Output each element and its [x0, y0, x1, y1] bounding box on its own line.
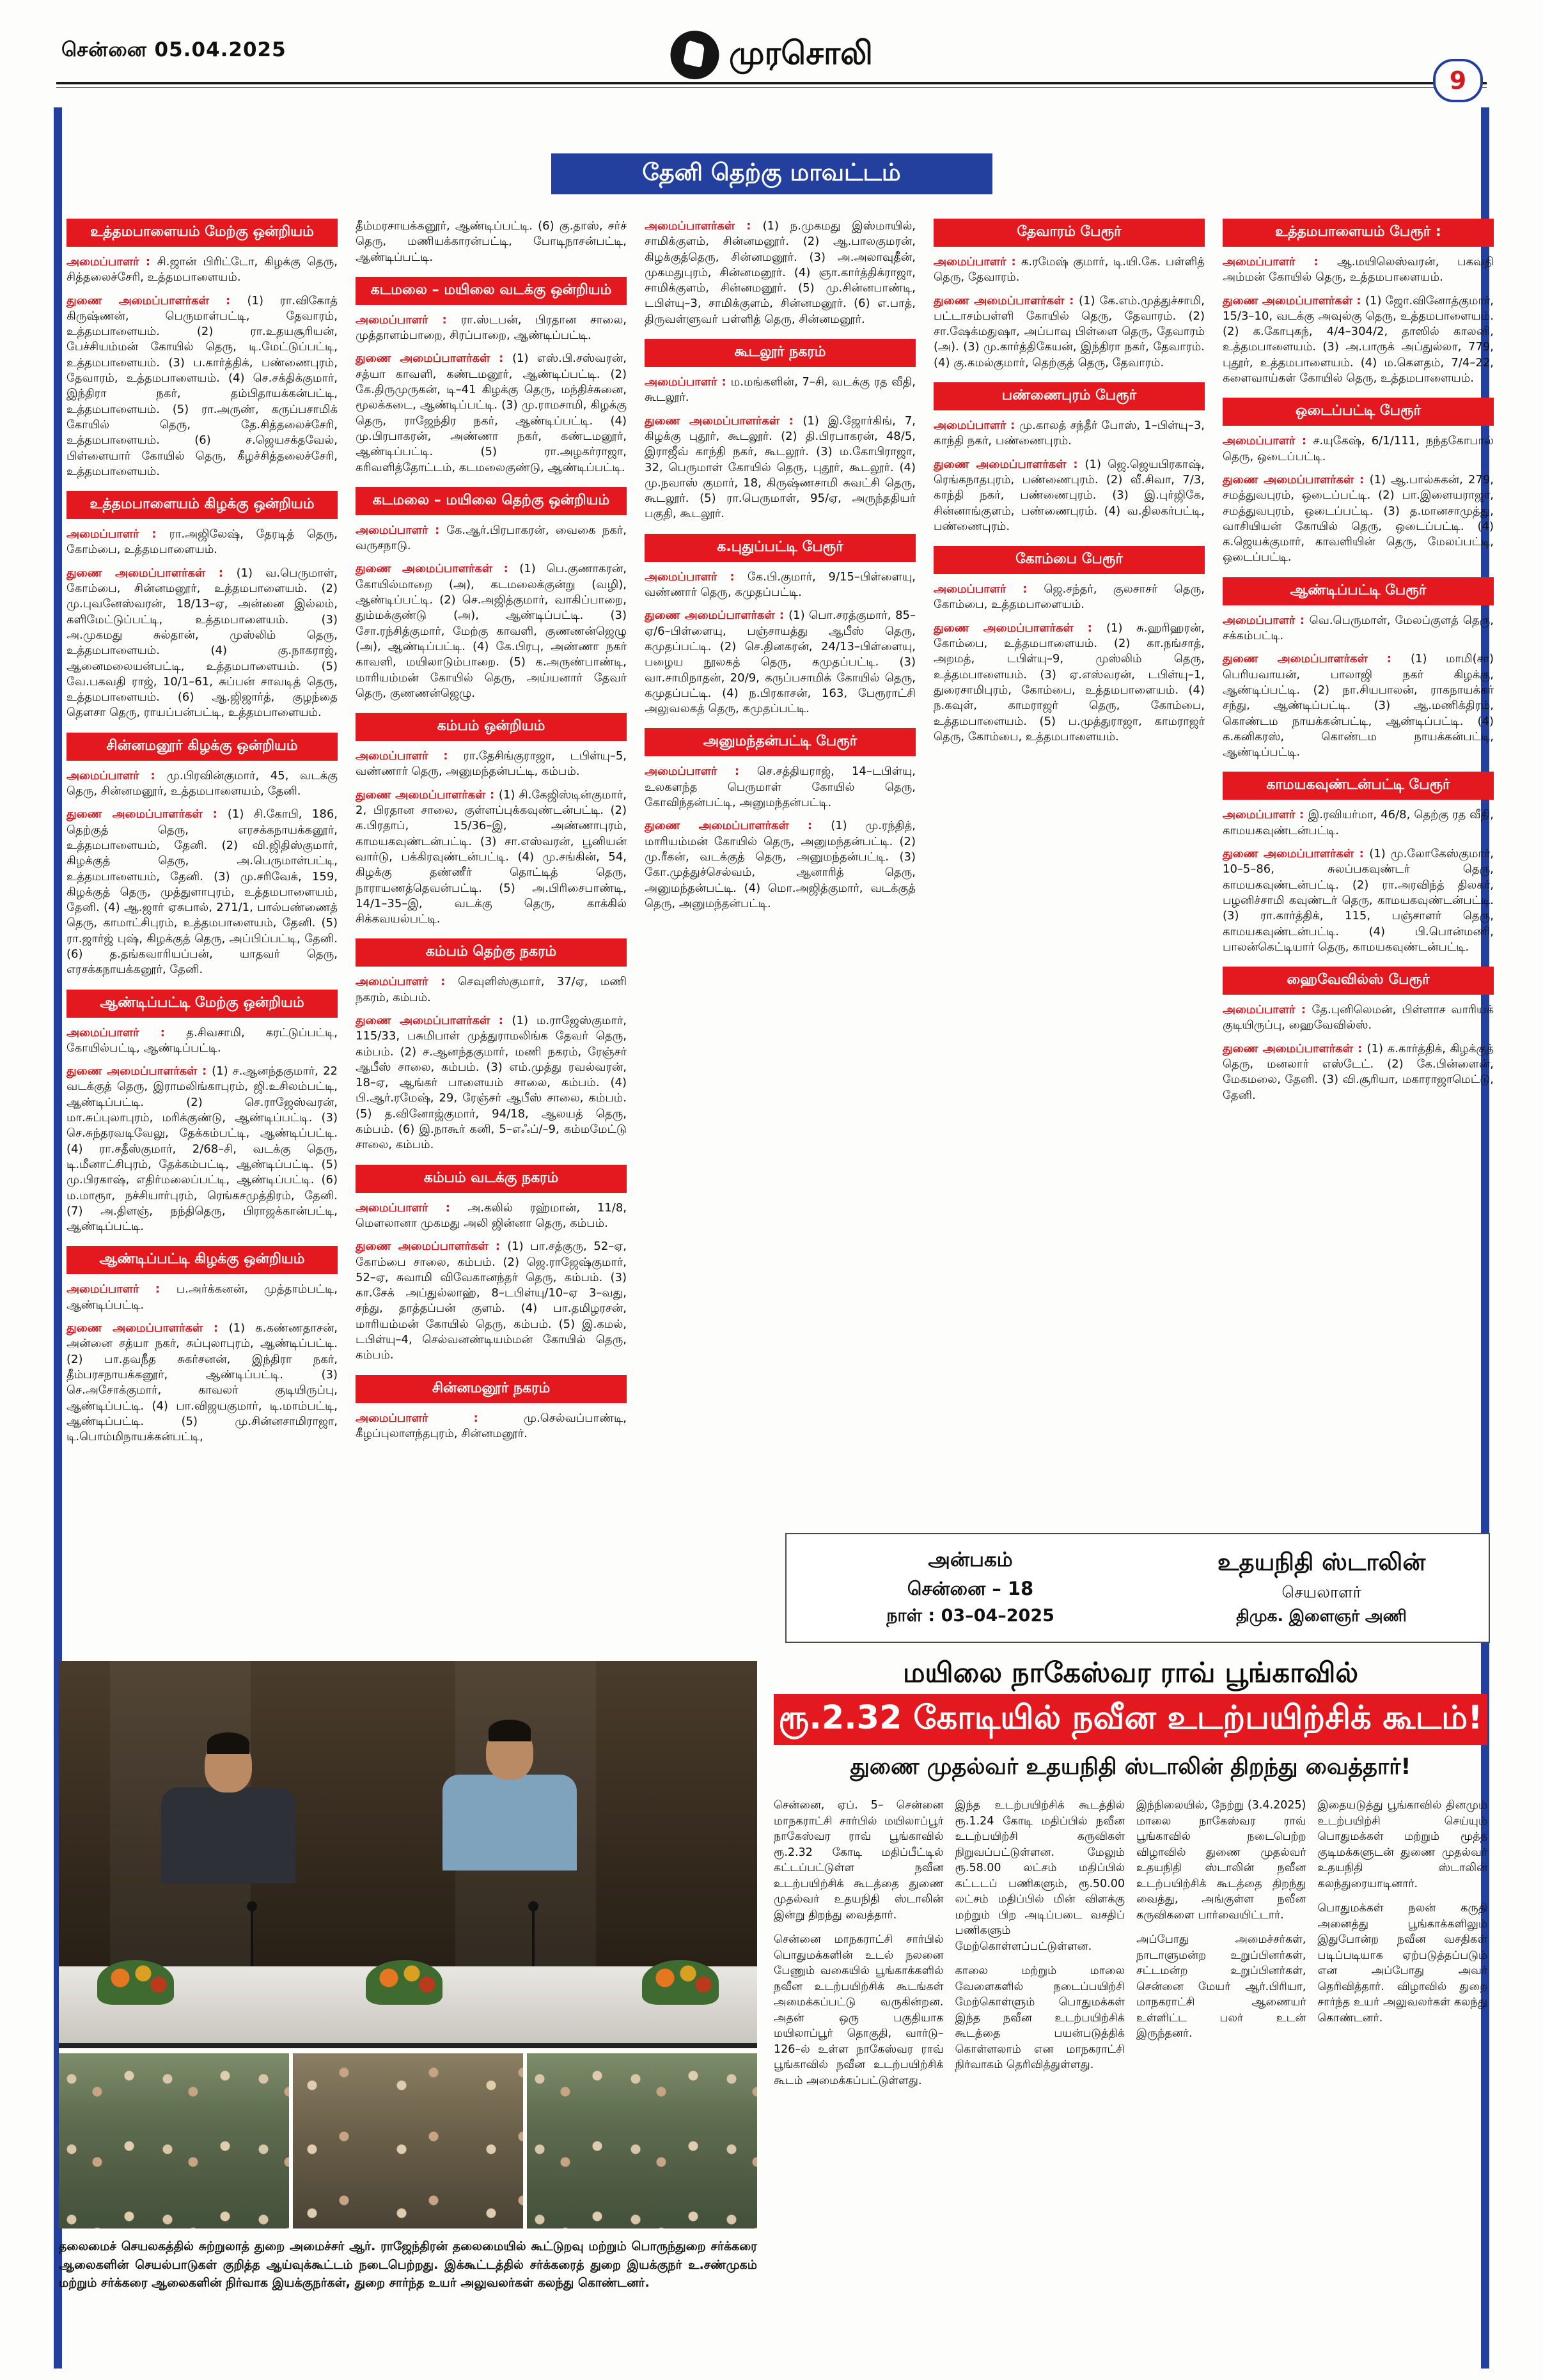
article-column-1 — [774, 1798, 944, 2370]
entry-label: துணை அமைப்பாளர்கள் : — [356, 1013, 512, 1027]
article-column-3 — [1136, 1798, 1306, 2370]
section-heading: க.புதுப்பட்டி பேரூர் — [645, 534, 916, 562]
directory-entry: துணை அமைப்பாளர்கள் : (1) க.கார்த்திக், கிழக்குத் தெரு, மனலார் எஸ்டேட். (2) கே.பின்ளைன், மேகமலை, தேனி. (3) வி.சூரியா, மகாராஜாமெட்டு, தேனி. — [1223, 1041, 1494, 1102]
entry-label: துணை அமைப்பாளர்கள் : — [645, 414, 803, 428]
entry-label: துணை அமைப்பாளர்கள் : — [67, 807, 228, 821]
directory-entry: துணை அமைப்பாளர்கள் : (1) மு.லோகேஸ்குமார், 10–5–86, சுலப்பகவுண்டர் தெரு, காமயகவுண்டன்பட்டி. (2) ரா.அரவிந்த் திலகர், பழனிச்சாமி கவுண்டர் தெரு, காமயகவுண்டன்பட்டி. (3) ரா.கார்த்திக், 115, பஞ்சாளர் தெரு, காமயகவுண்டன்பட்டி. (4) பி.பொன்மணி, பாலன்கெட்டியார் தெரு, காமயகவுண்டன்பட்டி. — [1223, 847, 1494, 954]
entry-label: அமைப்பாளர் : — [356, 975, 458, 989]
directory-entry: துணை அமைப்பாளர்கள் : (1) க.கண்ணதாசன், அன்னை சத்யா நகர், சுப்புலாபுரம், ஆண்டிப்பட்டி. (2) பா.தவநீத சுகர்சனன், இந்திரா நகர், தீம்பரசநாயக்கனூர், ஆண்டிப்பட்டி. (3) செ.அசோக்குமார், காவலர் குடியிருப்பு, ஆண்டிப்பட்டி. (4) பா.விஜயகுமார், டி.மாம்பட்டி, ஆண்டிப்பட்டி. (5) மு.சின்னசாமிராஜா, டி.பொம்மிநாயக்கன்பட்டி, — [67, 1321, 338, 1444]
directory-entry: துணை அமைப்பாளர்கள் : (1) பொ.சரத்குமார், 85–ஏ/6–பிள்ளையு, பஞ்சாயத்து ஆபீஸ் தெரு, கமுதப்பட்டி. (2) செ.தினகரன், 24/13–பிள்ளையு, பழைய நூலகத் தெரு, கமுதப்பட்டி. (3) வா.சாமிநாதன், 20/9, கருப்பசாமிக் கோயில் தெரு, கமுதப்பட்டி. (4) ந.பிரகாசன், 163, பேரூராட்சி அலுவலகத் தெரு, கமுதப்பட்டி. — [645, 609, 916, 716]
entry-label: துணை அமைப்பாளர்கள் : — [67, 566, 237, 580]
section-heading: உத்தமபாளையம் மேற்கு ஒன்றியம் — [67, 219, 338, 247]
entry-label: அமைப்பாளர் : — [67, 1025, 187, 1039]
entry-label: அமைப்பாளர் : — [356, 749, 464, 763]
entry-label: துணை அமைப்பாளர்கள் : — [356, 562, 520, 576]
photo-strip — [59, 2048, 757, 2228]
article-paragraph: இதையடுத்து பூங்காவில் தினமும் உடற்பயிற்சி செய்யும் பொதுமக்கள் மற்றும் மூத்த குடிமக்களுடன் துணை முதல்வர் உதயநிதி ஸ்டாலின் கலந்துரையாடினார். — [1317, 1799, 1487, 1890]
section-heading: கம்பம் வடக்கு நகரம் — [356, 1165, 627, 1193]
directory-entry: துணை அமைப்பாளர்கள் : (1) மாமி(சா) பெரியவாயன், பாலாஜி நகர் கிழக்கு, ஆண்டிப்பட்டி. (2) நா.சியபாலன், ராகநாயக்கர் சந்து, ஆண்டிப்பட்டி. (3) ஆ.மணிக்திரம், கொண்டம நாயக்கன்பட்டி, ஆண்டிப்பட்டி. (4) க.கனிகரஸ், கொண்டம நாயக்கன்பட்டி, ஆண்டிப்பட்டி. — [1223, 652, 1494, 759]
entry-label: அமைப்பாளர் : — [934, 582, 1044, 596]
group-photo-2 — [293, 2053, 523, 2228]
entry-label: துணை அமைப்பாளர்கள் : — [1223, 847, 1370, 861]
entry-label: துணை அமைப்பாளர்கள் : — [645, 609, 789, 623]
entry-label: துணை அமைப்பாளர்கள் : — [356, 352, 513, 366]
notice-line: நாள் : 03–04–2025 — [886, 1605, 1054, 1626]
directory-entry: அமைப்பாளர் : த.சிவசாமி, கரட்டுப்பட்டி, கோயில்பட்டி, ஆண்டிப்பட்டி. — [67, 1025, 338, 1055]
article-subheadline: துணை முதல்வர் உதயநிதி ஸ்டாலின் திறந்து வைத்தார்! — [850, 1754, 1411, 1780]
directory-column-3 — [645, 219, 916, 919]
directory-entry: அமைப்பாளர் : மு.செல்வப்பாண்டி, கீழப்புலாளந்தபுரம், சின்னமனூர். — [356, 1411, 627, 1440]
header-rule — [56, 82, 1487, 84]
section-heading: உத்தமபாளையம் கிழக்கு ஒன்றியம் — [67, 491, 338, 519]
directory-entry: துணை அமைப்பாளர்கள் : (1) வ.பெருமாள், கோம்பை, சின்னமனூர், உத்தமபாளையம். (2) மு.புவனேஸ்வரன், 18/13–ஏ, அன்னை இல்லம், களிமேட்டுப்பட்டி, உத்தமபாளையம். (3) அ.முகமது சுல்தான், முஸ்லிம் தெரு, உத்தமபாளையம். (4) கு.நாகராஜ், ஆனைமலையன்பட்டி, உத்தமபாளையம். (5) வே.பகவதி ராஜ், 10/1–61, சுப்பன் சாவடித் தெரு, உத்தமபாளையம். (6) ஆ.ஜிஜார்த், குழந்தை தௌசா தெரு, ராயப்பன்பட்டி, உத்தமபாளையம். — [67, 566, 338, 720]
group-photo-3 — [527, 2053, 757, 2228]
section-heading: சின்னமனூர் நகரம் — [356, 1375, 627, 1403]
entry-label: துணை அமைப்பாளர்கள் : — [1223, 472, 1370, 486]
entry-label: துணை அமைப்பாளர்கள் : — [645, 819, 831, 833]
entry-label: அமைப்பாளர் : — [67, 527, 169, 541]
notice-address — [787, 1548, 1154, 1628]
directory-entry: அமைப்பாளர் : ஜெ.சந்தர், குலசாசர் தெரு, கோம்பை, உத்தமபாளையம். — [934, 582, 1205, 612]
section-heading: கம்பம் தெற்கு நகரம் — [356, 938, 627, 967]
flower-bouquet — [366, 1960, 443, 2005]
article-paragraph: இந்நிலையில், நேற்று (3.4.2025) மாலை நாகேஸ்வர ராவ் பூங்காவில் நடைபெற்ற விழாவில் துணை முதல்வர் உதயநிதி ஸ்டாலின் நவீன உடற்பயிற்சிக் கூடத்தை திறந்து வைத்து, அங்குள்ள நவீன கருவிகளை பார்வையிட்டார். — [1136, 1799, 1306, 1922]
entry-label: துணை அமைப்பாளர்கள் : — [1223, 293, 1365, 307]
section-heading: காமயகவுண்டன்பட்டி பேரூர் — [1223, 772, 1494, 800]
entry-label: அமைப்பாளர் : — [356, 523, 447, 537]
directory-entry: அமைப்பாளர் : க.ரமேஷ் குமார், டி.யி.கே. பள்ளித் தெரு, தேவாரம். — [934, 255, 1205, 284]
entry-label: துணை அமைப்பாளர்கள் : — [356, 788, 499, 802]
entry-label: துணை அமைப்பாளர்கள் : — [934, 621, 1106, 635]
section-heading: அனுமந்தன்பட்டி பேரூர் — [645, 728, 916, 756]
section-heading: ஆண்டிப்பட்டி மேற்கு ஒன்றியம் — [67, 990, 338, 1018]
directory-entry: அமைப்பாளர் : ரா.தேசிங்குராஜா, டபிள்யு–5, வண்ணார் தெரு, அனுமந்தன்பட்டி, கம்பம். — [356, 749, 627, 779]
directory-entry: அமைப்பாளர் : தே.புனிலெமன், பிள்ளாச வாரியக் குடியிருப்பு, ஹைவேவில்ஸ். — [1223, 1003, 1494, 1032]
article-kicker: மயிலை நாகேஸ்வர ராவ் பூங்காவில் — [902, 1657, 1359, 1689]
entry-label: அமைப்பாளர் : — [356, 1201, 468, 1215]
directory-entry: அமைப்பாளர் : வெ.பெருமாள், மேலப்குளத் தெரு, சக்கம்பட்டி. — [1223, 613, 1494, 643]
section-heading: பண்ணைபுரம் பேரூர் — [934, 382, 1205, 410]
directory-entry: துணை அமைப்பாளர்கள் : (1) சி.கேஜிஸ்டின்குமார், 2, பிரதான சாலை, குள்ளப்புக்கவுண்டன்பட்டி. (2) க.பிரதாப், 15/36–இ, அண்ணாபுரம், காமயகவுண்டன்பட்டி. (3) சா.எஸ்வரன், பூனியன் வார்டு, பக்கிரவுண்டன்பட்டி. (4) மு.சங்கின், 54, கிழக்கு தண்ணீர் தொட்டித் தெரு, நாராயணத்தெவன்பட்டி. (5) அ.பிரிசைபாண்டி, 14/1–35–இ, வடக்கு தெரு, காக்கில் சிக்கவயல்பட்டி. — [356, 788, 627, 926]
article-column-4 — [1318, 1798, 1488, 2370]
directory-entry: அமைப்பாளர் : கே.பி.குமார், 9/15–பிள்ளையு, வண்ணார் தெரு, கமுதப்பட்டி. — [645, 570, 916, 600]
notice-line: அன்பகம் — [928, 1548, 1013, 1571]
entry-label: அமைப்பாளர்கள் : — [645, 219, 763, 233]
flower-bouquet — [642, 1960, 719, 2005]
entry-label: அமைப்பாளர் : — [1223, 434, 1313, 448]
directory-entry: அமைப்பாளர் : கே.ஆர்.பிரபாகரன், வைகை நகர், வருசநாடு. — [356, 523, 627, 553]
section-heading: கம்பம் ஒன்றியம் — [356, 713, 627, 741]
directory-entry: அமைப்பாளர் : செ.சத்தியராஜ், 14–டபிள்யு, உலகளந்த பெருமாள் கோயில் தெரு, கோவிந்தன்பட்டி, அனுமந்தன்பட்டி. — [645, 765, 916, 810]
directory-entry: துணை அமைப்பாளர்கள் : (1) ஜெ.ஜெயபிரகாஷ், ரெங்கநாதபுரம், பண்ணைபுரம். (2) வீ.சிவா, 7/3, காந்தி நகர், பண்ணைபுரம். (3) இ.புர்ஜிகே, சின்னாங்குளம், பண்ணைபுரம். (4) வ.திலகர்பட்டி, பண்ணைபுரம். — [934, 457, 1205, 533]
directory-entry: அமைப்பாளர் : அ.கலில் ரஹ்மான், 11/8, மௌலானா முகமது அலி ஜின்னா தெரு, கம்பம். — [356, 1201, 627, 1230]
entry-label: துணை அமைப்பாளர்கள் : — [67, 293, 247, 307]
directory-entry: துணை அமைப்பாளர்கள் : (1) ம.ராஜேஸ்குமார், 115/33, பசுமிபாள் முத்துராமலிங்க தேவர் தெரு, கம்பம். (2) ச.ஆனந்தகுமார், மணி நகரம், ரேஞ்சர் ஆபீஸ் சாலை, கம்பம். (3) எம்.முத்து ரவல்வரன், 18–ஏ, ஆங்கர் பாளையம் சாலை, கம்பம். (4) பி.ஆர்.ரமேஷ், 29, ரேஞ்சர் ஆபீஸ் சாலை, கம்பம். (5) த.வினோஜ்குமார், 94/18, ஆலயத் தெரு, கம்பம். (6) இ.நாகூர் கனி, 5–எஃப்/–9, கம்மமேட்டு சாலை, கம்பம். — [356, 1013, 627, 1152]
article-paragraph: சென்னை மாநகராட்சி சார்பில் பொதுமக்களின் உடல் நலனை பேணும் வகையில் பூங்காக்களில் நவீன உடற்பயிற்சிக் கூடங்கள் அமைக்கப்பட்டு வருகின்றன. அதன் ஒரு பகுதியாக மயிலாப்பூர் தொகுதி, வார்டு–126–ல் உள்ள நாகேஸ்வர ராவ் பூங்காவில் நவீன உடற்பயிற்சிக் கூடம் அமைக்கப்பட்டுள்ளது. — [774, 1933, 944, 2087]
city-date: சென்னை 05.04.2025 — [61, 38, 286, 61]
section-heading: சின்னமனூர் கிழக்கு ஒன்றியம் — [67, 733, 338, 761]
entry-label: அமைப்பாளர் : — [934, 419, 1020, 433]
directory-entry: அமைப்பாளர் : ரா.அஜிலேஷ், தேரடித் தெரு, கோம்பை, உத்தமபாளையம். — [67, 527, 338, 557]
photo-main-scene — [59, 1661, 757, 2043]
photo-caption: தலைமைச் செயலகத்தில் சுற்றுலாத் துறை அமைச்சர் ஆர். ராஜேந்திரன் தலைமையில் கூட்டுறவு மற்றும் பொருந்துறை சர்க்கரை ஆலைகளின் செயல்பாடுகள் குறித்த ஆய்வுக்கூட்டம் நடைபெற்றது. இக்கூட்டத்தில் சர்க்கரைத் துறை இயக்குநர் உ.சண்முகம் மற்றும் சர்க்கரை ஆலைகளின் நிர்வாக இயக்குநர்கள், துறை சார்ந்த உயர் அலுவலர்கள் கலந்து கொண்டனர். — [59, 2239, 757, 2290]
article-column-2 — [955, 1798, 1125, 2370]
directory-entry: துணை அமைப்பாளர்கள் : (1) ஆ.பால்சுகன், 279, சமத்துவபுரம், ஒடைப்பட்டி. (2) பா.இளையராஜா, சமத்துவபுரம், ஒடைப்பட்டி. (3) த.மானசாமுத்து, வாசியியன் கோயில் தெரு, ஒடைப்பட்டி. (4) க.ஜெயக்குமார், காவளியின் தெரு, மேலப்பட்டி, ஒடைப்பட்டி. — [1223, 472, 1494, 564]
entry-label: துணை அமைப்பாளர்கள் : — [1223, 1041, 1367, 1055]
signatory-title: செயலாளர் — [1281, 1583, 1361, 1601]
entry-label: அமைப்பாளர் : — [1223, 613, 1310, 627]
header-rule-thin — [56, 87, 1487, 88]
section-heading: கடமலை – மயிலை வடக்கு ஒன்றியம் — [356, 277, 627, 305]
section-heading: ஹைவேவில்ஸ் பேரூர் — [1223, 967, 1494, 995]
directory-entry: அமைப்பாளர் : இ.ரவியர்மா, 46/8, தெற்கு ரத வீதி, காமயகவுண்டன்பட்டி. — [1223, 808, 1494, 837]
entry-label: அமைப்பாளர் : — [645, 765, 757, 779]
directory-entry: அமைப்பாளர் : மு.காலத் சந்தீர் போஸ், 1–பிள்யு–3, காந்தி நகர், பண்ணைபுரம். — [934, 419, 1205, 448]
entry-label: துணை அமைப்பாளர்கள் : — [1223, 652, 1411, 666]
flower-bouquet — [97, 1960, 174, 2005]
official-left — [161, 1738, 295, 1883]
directory-entry: அமைப்பாளர்கள் : (1) ந.முகமது இஸ்மாயில், சாமிக்குளம், சின்னமனூர். (2) ஆ.பாலகுமரன், கிழக்குத்தெரு, சின்னமனூர். (3) அ.அலாவுதீன், முகமதுபுரம், சின்னமனூர். (4) ஞா.கார்த்திக்ராஜா, சாமிக்குளம், சின்னமனூர். (5) மு.சின்னபாண்டி, டபிள்யு–3, சாமிக்குளம், சின்னமனூர். (6) எ.பாத், திருவள்ளுவர் பள்ளித் தெரு, சின்னமனூர். — [645, 219, 916, 326]
entry-label: துணை அமைப்பாளர்கள் : — [356, 1240, 508, 1254]
section-heading: ஒடைப்பட்டி பேரூர் — [1223, 398, 1494, 426]
article-paragraph: இந்த உடற்பயிற்சிக் கூடத்தில் ரூ.1.24 கோடி மதிப்பில் நவீன உடற்பயிற்சி கருவிகள் நிறுவப்பட்டுள்ளன. மேலும் ரூ.58.00 லட்சம் மதிப்பில் கட்டடப் பணிகளும், ரூ.50.00 லட்சம் மதிப்பில் மின் விளக்கு மற்றும் பிற அடிப்படை வசதிப் பணிகளும் மேற்கொள்ளப்பட்டுள்ளன. — [955, 1799, 1125, 1953]
directory-entry: அமைப்பாளர் : ம.மங்களின், 7–சி, வடக்கு ரத வீதி, கூடலூர். — [645, 375, 916, 405]
page-number-badge: 9 — [1433, 59, 1483, 102]
entry-label: அமைப்பாளர் : — [645, 570, 748, 584]
notice-line: சென்னை – 18 — [907, 1577, 1034, 1599]
section-heading: ஆண்டிப்பட்டி பேரூர் — [1223, 577, 1494, 605]
directory-entry: அமைப்பாளர் : ப.அர்க்கனன், முத்தாம்பட்டி, ஆண்டிப்பட்டி. — [67, 1282, 338, 1312]
directory-entry: துணை அமைப்பாளர்கள் : (1) ச.ஆனந்தகுமார், 22 வடக்குத் தெரு, இராமலிங்காபுரம், ஜி.உசிலம்பட்டி, ஆண்டிப்பட்டி. (2) செ.ராஜேஸ்வரன், மா.சுப்புலாபுரம், மரிக்குண்டு, ஆண்டிப்பட்டி. (3) செ.சுந்தரவடிவேலு, தேக்கம்பட்டி, ஆண்டிப்பட்டி. (4) ரா.சதீஸ்குமார், 2/68–சி, வடக்கு தெரு, டி.மீனாட்சிபுரம், தேக்கம்பட்டி, ஆண்டிப்பட்டி. (5) மு.பிரகாஷ், எதிர்மலைப்பட்டி, ஆண்டிப்பட்டி. (6) ம.மாரூா, நச்சியார்புரம், ரெங்கசமுத்திரம், தேனி. (7) அ.திளஞ், நந்திதெரு, பிராஜக்கான்பட்டி, ஆண்டிப்பட்டி. — [67, 1064, 338, 1234]
signatory-org: திமுக. இளைஞர் அணி — [1236, 1606, 1407, 1625]
directory-entry: அமைப்பாளர் : செவுளிஸ்குமார், 37/ஏ, மணி நகரம், கம்பம். — [356, 975, 627, 1004]
directory-entry: அமைப்பாளர் : ஆ.மயிலெஸ்வரன், பகவதி அம்மன் கோயில் தெரு, உத்தமபாளையம். — [1223, 255, 1494, 284]
directory-entry: துணை அமைப்பாளர்கள் : (1) கே.எம்.முத்துச்சாமி, பட்டாசம்பள்ளி கோயில் தெரு, தேவாரம். (2) சா.ஷேக்மதுஷா, அப்பாவு பிள்ளை தெரு, தேவாரம் (அ). (3) மு.கார்த்திகேயன், இந்திரா நகர், தேவாரம். (4) கு.கமல்குமார், தெற்குத் தெரு, தேவாரம். — [934, 293, 1205, 369]
directory-entry: துணை அமைப்பாளர்கள் : (1) எஸ்.பி.சஸ்வரன், சத்யா காவளி, கண்டமனூர், ஆண்டிப்பட்டி. (2) கே.திருமுருகன், டி–41 கிழக்கு தெரு, மந்திச்சுனை, மூலக்கடை, ஆண்டிப்பட்டி. (3) மு.ராமசாமி, கிழக்கு தெரு, ராஜேந்திர நகர், ஆண்டிப்பட்டி. (4) மு.பிரபாகரன், அண்ணா நகர், கண்டமனூர், ஆண்டிப்பட்டி. (5) ரா.அழகர்ராஜா, கரிவளித்தோட்டம், கடமலைகுண்டு, ஆண்டிப்பட்டி. — [356, 352, 627, 474]
directory-entry: துணை அமைப்பாளர்கள் : (1) மு.ரந்தித், மாரியம்மன் கோயில் தெரு, அனுமந்தன்பட்டி. (2) மு.ரீகன், வடக்குத் தெரு, அனுமந்தன்பட்டி. (3) கோ.முத்துச்செல்வம், ஆனாரித் தெரு, அனுமந்தன்பட்டி. (4) மொ.அஜித்குமார், வடக்குத் தெரு, அனுமந்தன்பட்டி. — [645, 819, 916, 910]
section-heading: கடமலை – மயிலை தெற்கு ஒன்றியம் — [356, 487, 627, 515]
entry-label: துணை அமைப்பாளர்கள் : — [934, 457, 1085, 471]
news-photo — [59, 1661, 757, 2228]
directory-entry: அமைப்பாளர் : ச.யுகேஷ், 6/1/111, நந்தகோபால் தெரு, ஒடைப்பட்டி. — [1223, 434, 1494, 463]
entry-label: அமைப்பாளர் : — [67, 1282, 176, 1296]
directory-entry: துணை அமைப்பாளர்கள் : (1) சு.ஹரிஹரன், கோம்பை, உத்தமபாளையம். (2) கா.நங்சாத், அறமத், டபிள்யு–9, முஸ்லிம் தெரு, உத்தமபாளையம். (3) ஏ.எஸ்வரன், டபிள்யு–1, துரைசாமிபுரம், கோம்பை, உத்தமபாளையம். (4) ந.கவுள், காமராஜர் தெரு, கோம்பை, உத்தமபாளையம். (5) ப.முத்துராஜா, காமராஜர் தெரு, கோம்பை, உத்தமபாளையம். — [934, 621, 1205, 743]
masthead-title: முரசொலி — [729, 34, 873, 72]
district-banner: தேனி தெற்கு மாவட்டம் — [551, 153, 992, 194]
murasoli-rooster-logo-icon — [670, 31, 719, 79]
signatory-name: உதயநிதி ஸ்டாலின் — [1217, 1548, 1426, 1576]
torso — [161, 1787, 295, 1883]
directory-entry: துணை அமைப்பாளர்கள் : (1) ஜோ.வினோத்குமார், 15/3–10, வடக்கு அவுல்கு தெரு, உத்தமபாளையம். (2) க.கோபுகந், 4/4–304/2, தாஸில் காலனி, உத்தமபாளையம். (3) அ.பாருக் அப்துல்லா, 779, புதூர், உத்தமபாளையம். (4) ம.கௌதம், 7/4–22, களைவாய்கள் கோயில் தெரு, உத்தமபாளையம். — [1223, 293, 1494, 385]
directory-entry: அமைப்பாளர் : ரா.ஸ்டபன், பிரதான சாலை, முத்தாளம்பாறை, சிரப்பாறை, ஆண்டிப்பட்டி. — [356, 313, 627, 343]
article-body — [774, 1798, 1487, 2370]
directory-entry: அமைப்பாளர் : சி.ஜான் பிரிட்டோ, கிழக்கு தெரு, சித்தலைச்சேரி, உத்தமபாளையம். — [67, 255, 338, 284]
article-paragraph: அப்போது அமைச்சர்கள், நாடாளுமன்ற உறுப்பினர்கள், சட்டமன்ற உறுப்பினர்கள், சென்னை மேயர் ஆர்.பிரியா, மாநகராட்சி ஆணையர் உள்ளிட்ட பலர் உடன் இருந்தனர். — [1136, 1933, 1306, 2040]
entry-label: அமைப்பாளர் : — [356, 313, 461, 327]
directory-entry: துணை அமைப்பாளர்கள் : (1) பா.சத்குரு, 52–ஏ, கோம்பை சாலை, கம்பம். (2) ஜெ.ராஜேஷ்குமார், 52–ஏ, சுவாமி விவேகானந்தர் தெரு, கம்பம். (3) கா.சேக் அப்துல்லாஹ், 8–டபிள்யு/10–ஏ 3–வது, சந்து, தாத்தப்பன் குளம். (4) பா.தமிழரசன், மாரியம்மன் கோயில் தெரு, கம்பம். (5) இ.கமல், டபிள்யு–4, செல்வனண்டியம்மன் கோயில் தெரு, கம்பம். — [356, 1240, 627, 1362]
entry-label: அமைப்பாளர் : — [67, 255, 157, 268]
entry-label: துணை அமைப்பாளர்கள் : — [67, 1064, 212, 1078]
entry-label: அமைப்பாளர் : — [934, 255, 1021, 268]
directory-entry: துணை அமைப்பாளர்கள் : (1) சி.கோபி, 186, தெற்குத் தெரு, எரசக்கநாயக்கனூர், உத்தமபாளையம், தேனி. (2) வி.ஜிதிஸ்குமார், கிழக்குத் தெரு, அ.பெருமாள்பட்டி, உத்தமபாளையம், தேனி. (3) மு.சரிவேக், 159, கிழக்குத் தெரு, முத்துளாபுரம், உத்தமபாளையம், தேனி. (4) ஆ.ஜார் ஏசுபால், 271/1, பால்பண்ணைத் தெரு, காமாட்சிபுரம், உத்தமபாளையம், தேனி. (5) ரா.ஜார்ஜ் புஷ், கிழக்குத் தெரு, அப்பிப்பட்டி, தேனி. (6) த.தங்கவாரியப்பன், யாதவர் தெரு, எரசக்கநாயக்கனூர், தேனி. — [67, 807, 338, 977]
section-heading: ஆண்டிப்பட்டி கிழக்கு ஒன்றியம் — [67, 1246, 338, 1274]
section-heading: கூடலூர் நகரம் — [645, 339, 916, 367]
entry-label: அமைப்பாளர் : — [356, 1411, 524, 1425]
directory-column-1 — [67, 219, 338, 1452]
entry-label: அமைப்பாளர் : — [1223, 808, 1308, 822]
directory-entry: துணை அமைப்பாளர்கள் : (1) ரா.விகோத் கிருஷ்ணன், பெருமாள்பட்டி, தேவாரம், உத்தமபாளையம். (2) ரா.உதயசூரியன், பேச்சியம்மன் கோயில் தெரு, டி.மேட்டுப்பட்டி, உத்தமபாளையம். (3) ப.கார்த்திக், பண்ணைபுரம், தேவாரம், உத்தமபாளையம். (4) செ.சக்திக்குமார், இந்திரா நகர், தம்பிதாயக்கன்பட்டி, உத்தமபாளையம். (5) ரா.அருண், கருப்பசாமிக் கோயில் தெரு, தே.சித்தலைச்சேரி, உத்தமபாளையம். (6) ச.ஜெயசக்தவேல், பிள்ளையார் கோயில் தெரு, கீழச்சித்தலைச்சேரி, உத்தமபாளையம். — [67, 293, 338, 478]
entry-label: துணை அமைப்பாளர்கள் : — [934, 293, 1079, 307]
notice-box — [785, 1533, 1490, 1643]
entry-label: அமைப்பாளர் : — [645, 375, 731, 389]
directory-entry: துணை அமைப்பாளர்கள் : (1) இ.ஜோர்கிங், 7, கிழக்கு புதூர், கூடலூர். (2) தி.பிரபாகரன், 48/5, இராஜீவ் காந்தி நகர், கூடலூர். (3) ம.கோபிராஜா, 32, பெருமாள் கோயில் தெரு, புதூர், கூடலூர். (4) மு.நவாஸ் குமார், 18, கிருஷ்ணசாமி சுவட்சி தெரு, கூடலூர். (5) ரா.பெருமாள், 95/ஏ, அருந்ததியர் பகுதி, கூடலூர். — [645, 414, 916, 521]
directory-entry: துணை அமைப்பாளர்கள் : (1) பெ.குணாகரன், கோயில்மாறை (அ), கடமலைக்குன்று (வழி), ஆண்டிப்பட்டி. (2) செ.அஜித்குமார், வாகிப்பாறை, தும்மக்குண்டு (அ), ஆண்டிப்பட்டி. (3) சோ.ரந்சித்குமார், மேற்கு காவளி, குணணன்ஜெழு (அ), ஆண்டிப்பட்டி. (4) கே.பிரபு, அண்ணா நகர் காவளி, மயிலாடும்பாறை. (5) க.அருண்பாண்டி, மாரியம்மன் கோயில் தெரு, அய்யனார் தேவர் தெரு, குணணன்ஜெழு. — [356, 562, 627, 700]
article-paragraph: பொதுமக்கள் நலன் கருதி அனைத்து பூங்காக்களிலும் இதுபோன்ற நவீன வசதிகள் படிப்படியாக ஏற்படுத்தப்படும் என அப்போது அவர் தெரிவித்தார். விழாவில் துறை சார்ந்த உயர் அலுவலர்கள் கலந்து கொண்டனர். — [1317, 1902, 1487, 2025]
group-photo-1 — [59, 2053, 289, 2228]
article-headline: ரூ.2.32 கோடியில் நவீன உடற்பயிற்சிக் கூடம்! — [774, 1694, 1487, 1745]
entry-label: அமைப்பாளர் : — [67, 768, 167, 782]
masthead — [654, 31, 889, 79]
directory-entry: அமைப்பாளர் : மு.பிரவின்குமார், 45, வடக்கு தெரு, சின்னமனூர், உத்தமபாளையம், தேனி. — [67, 768, 338, 798]
section-heading: உத்தமபாளையம் பேரூர் : — [1223, 219, 1494, 247]
torso — [443, 1775, 577, 1871]
microphone-icon — [251, 1910, 253, 1968]
directory-entry: தீம்மரசாயக்கனூர், ஆண்டிப்பட்டி. (6) கு.தாஸ், சர்ச் தெரு, மணியக்காரன்பட்டி, போடிநாசன்பட்டி, ஆண்டிப்பட்டி. — [356, 219, 627, 264]
microphone-icon — [532, 1910, 535, 1968]
notice-signature — [1154, 1548, 1489, 1628]
entry-label: அமைப்பாளர் : — [1223, 255, 1337, 268]
article-paragraph: காலை மற்றும் மாலை வேளைகளில் நடைப்பயிற்சி மேற்கொள்ளும் பொதுமக்கள் இந்த நவீன உடற்பயிற்சிக் கூடத்தை பயன்படுத்திக் கொள்ளலாம் என மாநகராட்சி நிர்வாகம் தெரிவித்துள்ளது. — [955, 1964, 1125, 2071]
head — [486, 1725, 533, 1780]
directory-column-2 — [356, 219, 627, 1449]
entry-label: அமைப்பாளர் : — [1223, 1003, 1312, 1017]
section-heading: தேவாரம் பேரூர் — [934, 219, 1205, 247]
head — [205, 1738, 252, 1793]
article-paragraph: சென்னை, ஏப். 5– சென்னை மாநகராட்சி சார்பில் மயிலாப்பூர் நாகேஸ்வர ராவ் பூங்காவில் ரூ.2.32 கோடி மதிப்பீட்டில் கட்டப்பட்டுள்ள நவீன உடற்பயிற்சிக் கூடத்தை துணை முதல்வர் உதயநிதி ஸ்டாலின் இன்று திறந்து வைத்தார். — [774, 1799, 944, 1922]
directory-column-5 — [1223, 219, 1494, 1111]
entry-label: துணை அமைப்பாளர்கள் : — [67, 1321, 229, 1335]
official-right — [443, 1725, 577, 1871]
section-heading: கோம்பை பேரூர் — [934, 546, 1205, 574]
directory-column-4 — [934, 219, 1205, 752]
